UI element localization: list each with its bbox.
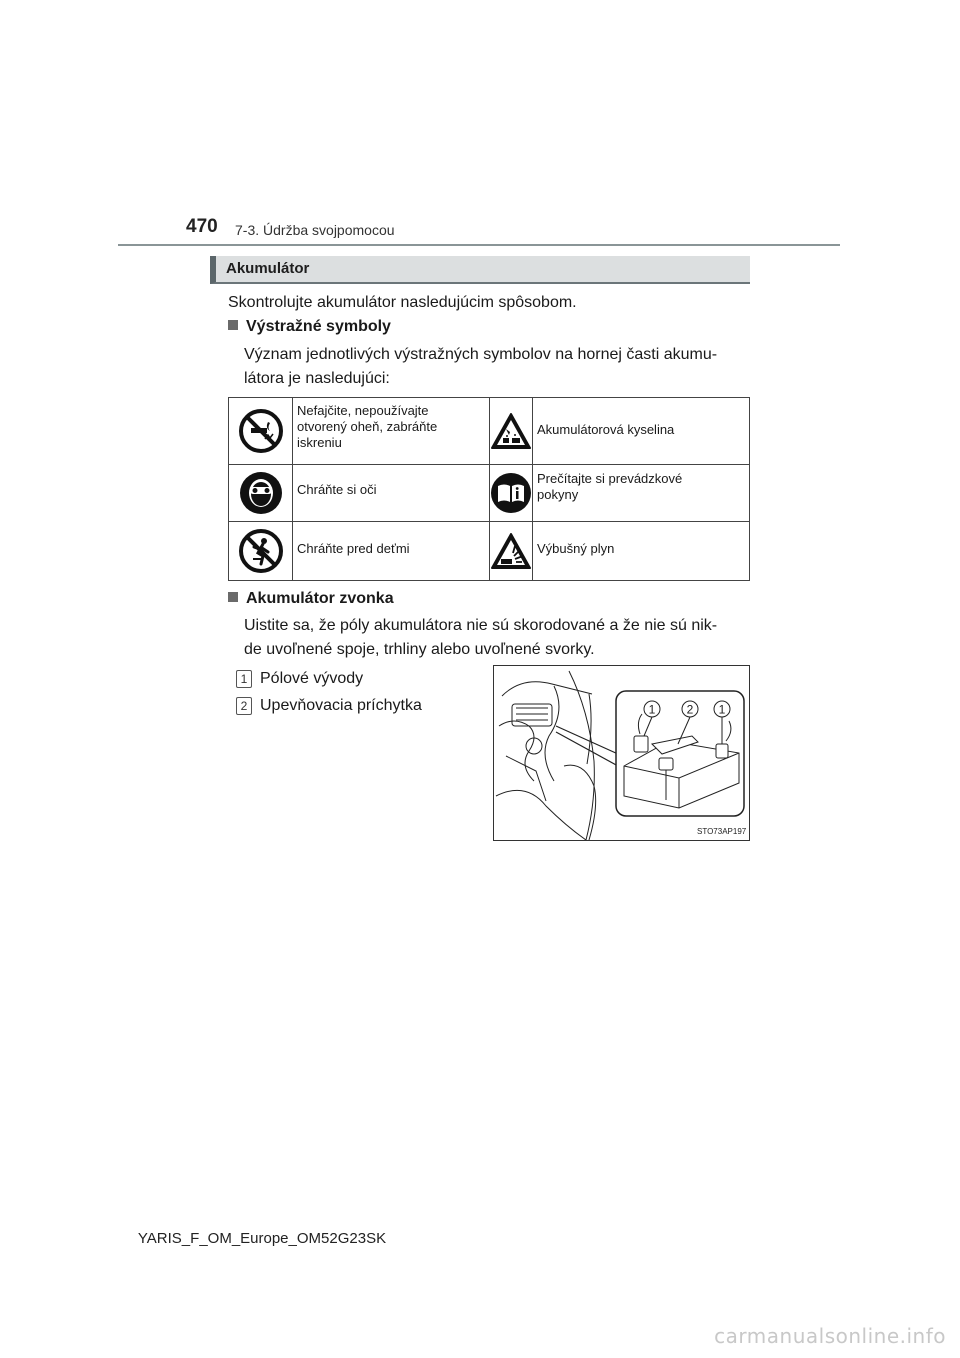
legend-label: Upevňovacia príchytka (260, 697, 422, 714)
header-divider (118, 244, 840, 246)
battery-exterior-text-2: de uvoľnené spoje, trhliny alebo uvoľnené svorky. (244, 641, 595, 658)
bullet-square-icon (228, 320, 238, 330)
page-number: 470 (186, 216, 218, 237)
warning-symbols-heading (228, 318, 391, 336)
legend-item (236, 694, 422, 718)
symbol-label: iskreniu (297, 435, 342, 450)
callout-1: 1 (648, 702, 656, 717)
callout-3: 1 (718, 702, 726, 717)
legend-number: 1 (236, 670, 252, 688)
legend-label: Pólové vývody (260, 670, 364, 687)
symbol-label: Výbušný plyn (537, 541, 615, 556)
symbol-label: Prečítajte si prevádzkové (537, 471, 683, 486)
symbol-label: Chráňte si oči (297, 482, 377, 497)
symbol-label: Akumulátorová kyselina (537, 422, 675, 437)
symbol-label: Nefajčite, nepoužívajte (297, 403, 429, 418)
symbol-label: otvorený oheň, zabráňte (297, 419, 438, 434)
legend-number: 2 (236, 697, 252, 715)
symbol-label: pokyny (537, 487, 579, 502)
figure-code: STO73AP197 (697, 827, 747, 836)
read-manual-icon (490, 464, 532, 521)
battery-acid-icon (490, 398, 532, 464)
table-row (229, 521, 749, 580)
battery-exterior-heading-label: Akumulátor zvonka (246, 590, 394, 607)
footer (0, 1230, 960, 1247)
bullet-square-icon (228, 592, 238, 602)
warning-symbols-text-2: látora je nasledujúci: (244, 370, 390, 387)
keep-away-children-icon (229, 521, 292, 580)
table-row (229, 398, 749, 465)
battery-illustration (493, 665, 750, 841)
section-heading: Akumulátor (226, 260, 310, 277)
battery-exterior-text-1: Uistite sa, že póly akumulátora nie sú skorodované a že nie sú nik- (244, 617, 718, 634)
callout-2: 2 (686, 702, 694, 717)
battery-exterior-heading (228, 590, 394, 608)
table-row (229, 464, 749, 522)
symbol-label: Chráňte pred deťmi (297, 541, 410, 556)
intro-text: Skontrolujte akumulátor nasledujúcim spôsobom. (228, 294, 577, 311)
watermark: carmanualsonline.info (714, 1324, 946, 1348)
footer-doc-code: YARIS_F_OM_Europe_OM52G23SK (137, 1230, 387, 1247)
legend-item (236, 667, 363, 691)
warning-symbols-text-1: Význam jednotlivých výstražných symbolov na hornej časti akumu- (244, 346, 718, 363)
chapter-section-title: 7-3. Údržba svojpomocou (235, 222, 395, 238)
warning-symbols-table (228, 397, 750, 581)
warning-symbols-heading-label: Výstražné symboly (246, 318, 391, 335)
no-smoking-no-fire-icon (229, 398, 292, 464)
explosive-gas-icon (490, 521, 532, 580)
eye-protection-icon (229, 464, 292, 521)
section-heading-bar (210, 256, 750, 284)
